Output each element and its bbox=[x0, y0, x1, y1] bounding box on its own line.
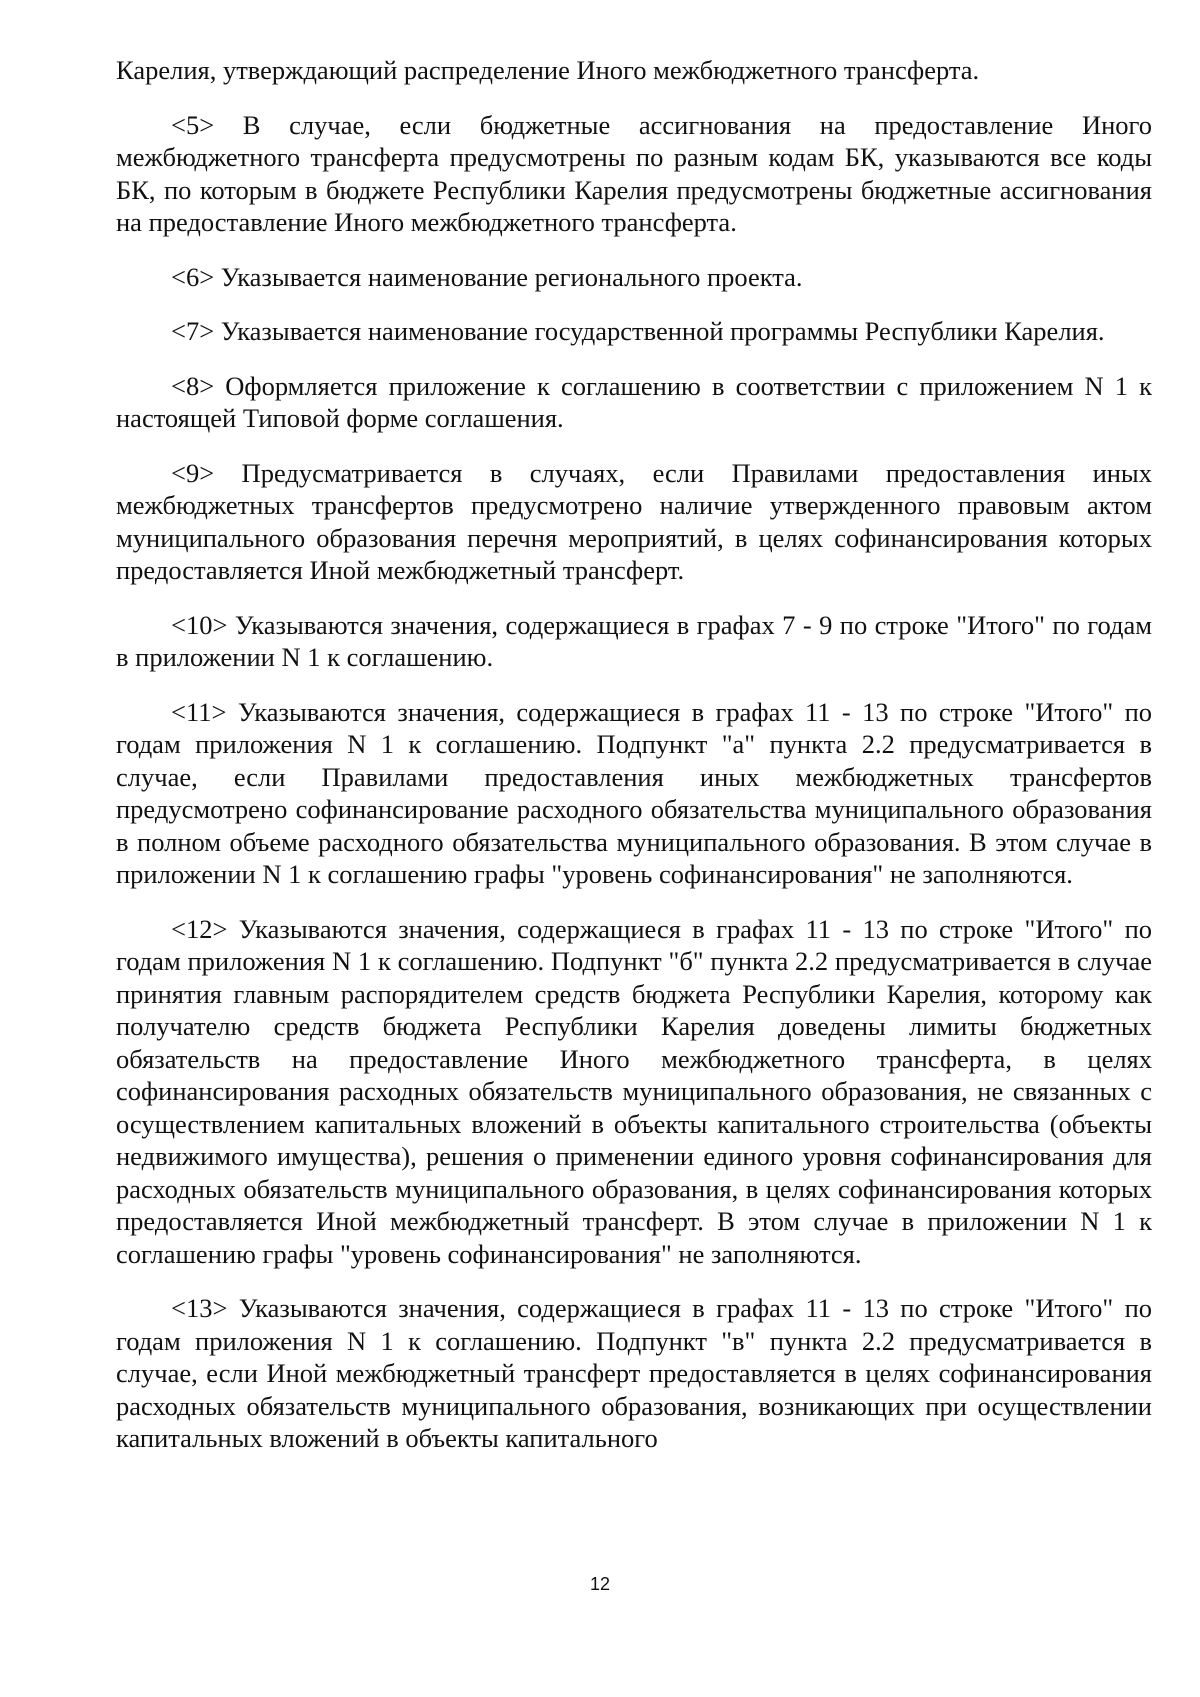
footnote-11: <11> Указываются значения, содержащиеся в графах 11 - 13 по строке "Итого" по годам приложения N 1 к соглашению. Подпункт "а" пункта 2.2 предусматривается в случае, если Правилами предоставления иных межбюджетных трансфертов предусмотрено софинансирование расходного обязательства муниципального образования в полном объеме расходного обязательства муниципального образования. В этом случае в приложении N 1 к соглашению графы "уровень софинансирования" не заполняются. bbox=[116, 696, 1152, 889]
paragraph-continuation: Карелия, утверждающий распределение Иного межбюджетного трансферта. bbox=[116, 55, 980, 85]
footnote-9: <9> Предусматривается в случаях, если Правилами предоставления иных межбюджетных трансфертов предусмотрено наличие утвержденного правовым актом муниципального образования перечня мероприятий, в целях софинансирования которых предоставляется Иной межбюджетный трансферт. bbox=[116, 457, 1152, 585]
footnote-5: <5> В случае, если бюджетные ассигнования на предоставление Иного межбюджетного трансферта предусмотрены по разным кодам БК, указываются все коды БК, по которым в бюджете Республики Карелия предусмотрены бюджетные ассигнования на предоставление Иного межбюджетного трансферта. bbox=[116, 109, 1152, 237]
footnote-8: <8> Оформляется приложение к соглашению в соответствии с приложением N 1 к настоящей Типовой форме соглашения. bbox=[116, 370, 1152, 433]
page-number: 12 bbox=[589, 1574, 611, 1594]
footnote-6: <6> Указывается наименование регионального проекта. bbox=[171, 261, 803, 292]
document-body bbox=[116, 54, 1152, 1477]
footnote-13: <13> Указываются значения, содержащиеся в графах 11 - 13 по строке "Итого" по годам приложения N 1 к соглашению. Подпункт "в" пункта 2.2 предусматривается в случае, если Иной межбюджетный трансферт предоставляется в целях софинансирования расходных обязательств муниципального образования, возникающих при осуществлении капитальных вложений в объекты капитального bbox=[116, 1293, 1152, 1453]
footnote-10: <10> Указываются значения, содержащиеся в графах 7 - 9 по строке "Итого" по годам в приложении N 1 к соглашению. bbox=[116, 609, 1152, 672]
footnote-12: <12> Указываются значения, содержащиеся в графах 11 - 13 по строке "Итого" по годам приложения N 1 к соглашению. Подпункт "б" пункта 2.2 предусматривается в случае принятия главным распорядителем средств бюджета Республики Карелия, которому как получателю средств бюджета Республики Карелия доведены лимиты бюджетных обязательств на предоставление Иного межбюджетного трансферта, в целях софинансирования расходных обязательств муниципального образования, не связанных с осуществлением капитальных вложений в объекты капитального строительства (объекты недвижимого имущества), решения о применении единого уровня софинансирования для расходных обязательств муниципального образования, в целях софинансирования которых предоставляется Иной межбюджетный трансферт. В этом случае в приложении N 1 к соглашению графы "уровень софинансирования" не заполняются. bbox=[116, 913, 1152, 1269]
footnote-7: <7> Указывается наименование государственной программы Республики Карелия. bbox=[171, 316, 1105, 346]
